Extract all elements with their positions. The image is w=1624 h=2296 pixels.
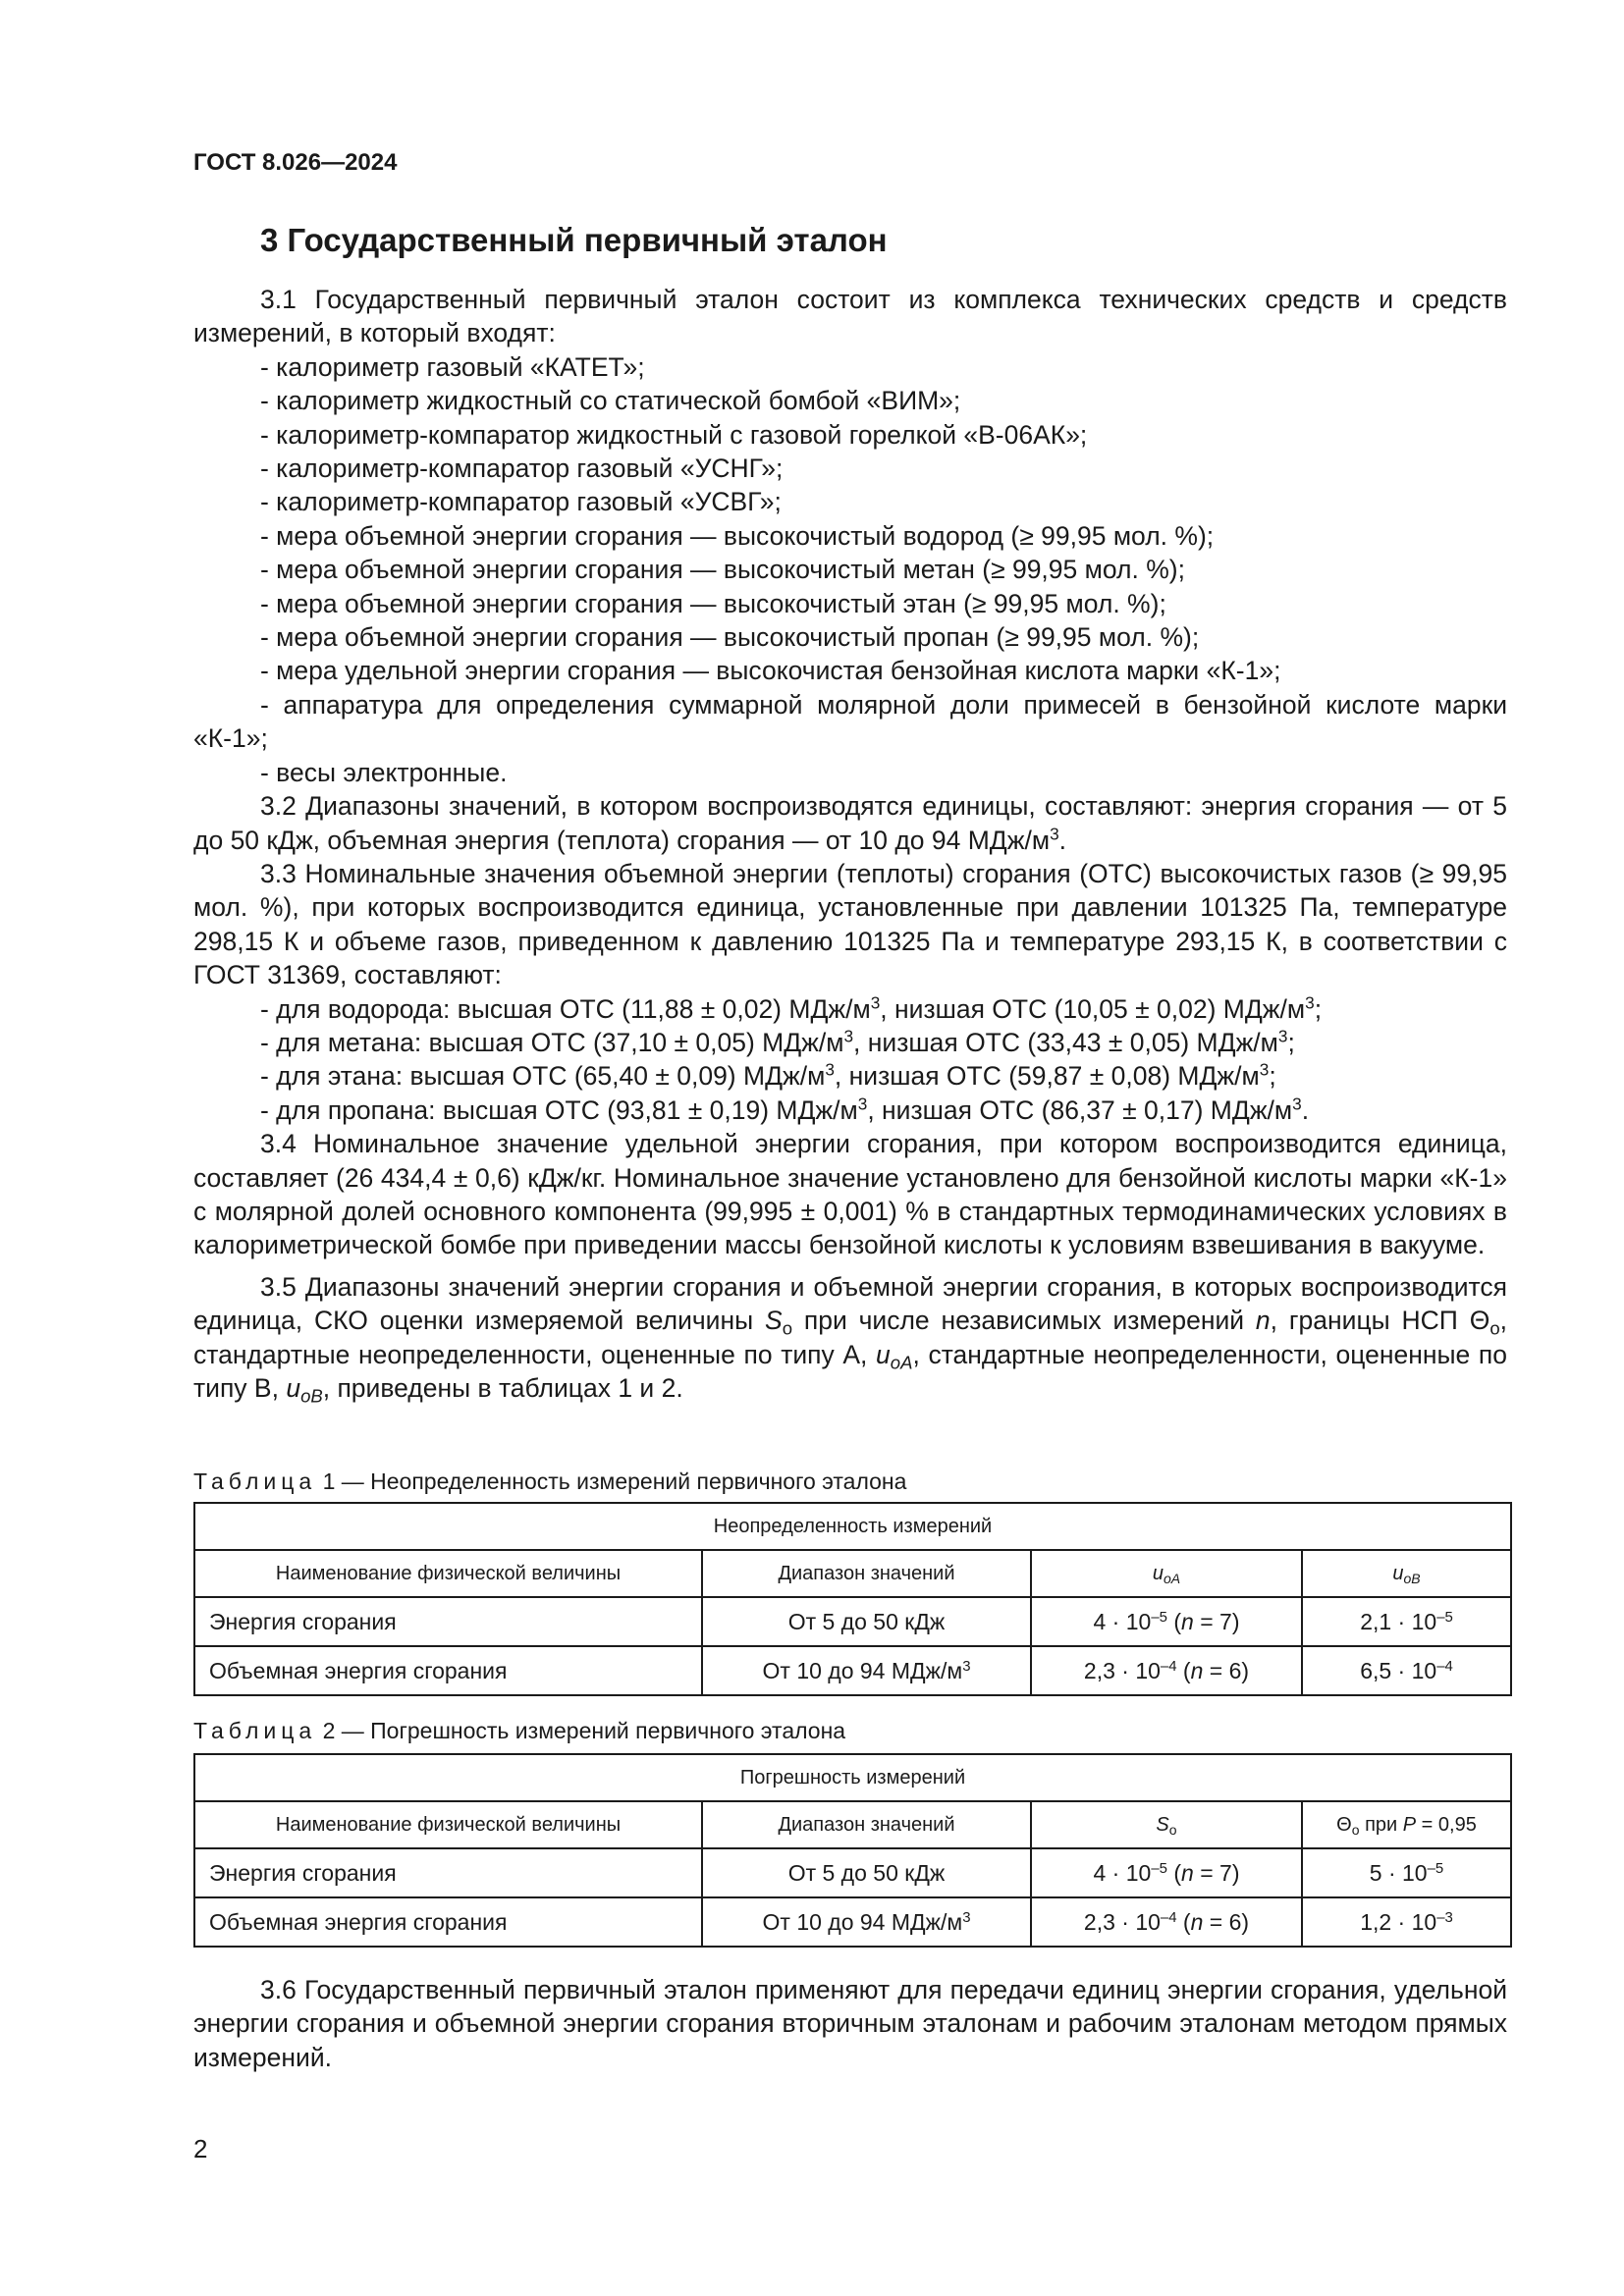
table2-col-theta: $\Theta_о$ при P = 0,95 bbox=[1302, 1801, 1511, 1848]
table1-col-name: Наименование физической величины bbox=[194, 1550, 702, 1597]
table-cell: $6,5 \cdot 10^{-4}$ bbox=[1302, 1646, 1511, 1695]
table-cell: Объемная энергия сгорания bbox=[194, 1646, 702, 1695]
table-row bbox=[194, 1646, 1511, 1695]
table1-col-range: Диапазон значений bbox=[702, 1550, 1031, 1597]
list-item: - мера объемной энергии сгорания — высокочистый пропан (≥ 99,95 мол. %); bbox=[260, 622, 1200, 653]
list-item: - мера удельной энергии сгорания — высокочистая бензойная кислота марки «К-1»; bbox=[260, 656, 1281, 686]
paragraph-3-2: 3.2 Диапазоны значений, в котором воспроизводятся единицы, составляют: энергия сгорания — от 5 до 50 кДж, объемная энергия (теплота) сгорания — от 10 до 94 МДж/$м^3$. bbox=[193, 791, 1507, 855]
list-item: - весы электронные. bbox=[260, 757, 508, 787]
table-cell: $2,1 \cdot 10^{-5}$ bbox=[1302, 1597, 1511, 1646]
table-cell: Энергия сгорания bbox=[194, 1597, 702, 1646]
table2 bbox=[193, 1753, 1512, 1948]
list-item: - калориметр жидкостный со статической бомбой «ВИМ»; bbox=[260, 386, 961, 416]
table2-col-name: Наименование физической величины bbox=[194, 1801, 702, 1848]
table-cell: $4 \cdot 10^{-5}$ (n = 7) bbox=[1031, 1597, 1302, 1646]
table2-group-header: Погрешность измерений bbox=[194, 1754, 1511, 1801]
table1 bbox=[193, 1502, 1512, 1696]
table-cell: От 10 до 94 МДж/$м^3$ bbox=[702, 1897, 1031, 1947]
list-item: - мера объемной энергии сгорания — высокочистый метан (≥ 99,95 мол. %); bbox=[260, 555, 1185, 585]
section-title: 3 Государственный первичный эталон bbox=[260, 222, 888, 258]
body-text-final bbox=[193, 1973, 1507, 2074]
list-item: - калориметр-компаратор жидкостный с газовой горелкой «В-06АК»; bbox=[260, 419, 1088, 450]
table1-col-uob: $u_{оB}$ bbox=[1302, 1550, 1511, 1597]
table1-group-header: Неопределенность измерений bbox=[194, 1503, 1511, 1550]
page-number: 2 bbox=[193, 2134, 208, 2163]
paragraph-3-5: 3.5 Диапазоны значений энергии сгорания и объемной энергии сгорания, в которых воспроизводится единица, СКО оценки измеряемой величины $S_о$ при числе независимых измерений n, границы НСП $\Theta_о$, стандартные неопределенности, оцененные по типу А, $u_{оA}$, стандартные неопределенности, оцененные по типу В, $u_{оB}$, приведены в таблицах 1 и 2. bbox=[193, 1271, 1508, 1407]
table-cell: $4 \cdot 10^{-5}$ (n = 7) bbox=[1031, 1848, 1302, 1897]
table-cell: Объемная энергия сгорания bbox=[194, 1897, 702, 1947]
list-item: - мера объемной энергии сгорания — высокочистый этан (≥ 99,95 мол. %); bbox=[260, 588, 1166, 618]
table-cell: $5 \cdot 10^{-5}$ bbox=[1302, 1848, 1511, 1897]
table1-col-uoa: $u_{оA}$ bbox=[1031, 1550, 1302, 1597]
list-item: - мера объемной энергии сгорания — высокочистый водород (≥ 99,95 мол. %); bbox=[260, 520, 1215, 551]
table-cell: $2,3 \cdot 10^{-4}$ (n = 6) bbox=[1031, 1897, 1302, 1947]
body-text-main bbox=[193, 283, 1507, 1405]
paragraph-3-4: 3.4 Номинальное значение удельной энергии сгорания, при котором воспроизводится единица, составляет (26 434,4 ± 0,6) кДж/кг. Номинальное значение установлено для бензойной кислоты марки «К-1» с молярной долей основного компонента (99,995 ± 0,001) % в стандартных термодинамических условиях в калориметрической бомбе при приведении массы бензойной кислоты к условиям взвешивания в вакууме. bbox=[193, 1129, 1507, 1260]
paragraph-3-6: 3.6 Государственный первичный эталон применяют для передачи единиц энергии сгорания, удельной энергии сгорания и объемной энергии сгорания вторичным эталонам и рабочим эталонам методом прямых измерений. bbox=[193, 1975, 1507, 2072]
table-cell: $2,3 \cdot 10^{-4}$ (n = 6) bbox=[1031, 1646, 1302, 1695]
list-item: - для водорода: высшая ОТС (11,88 ± 0,02) МДж/$м^3$, низшая ОТС (10,05 ± 0,02) МДж/$м^3$; bbox=[260, 992, 1323, 1024]
table-row bbox=[194, 1597, 1511, 1646]
list-item: - калориметр газовый «КАТЕТ»; bbox=[260, 351, 645, 382]
table-cell: От 5 до 50 кДж bbox=[702, 1597, 1031, 1646]
table2-col-so: $S_о$ bbox=[1031, 1801, 1302, 1848]
paragraph-3-3: 3.3 Номинальные значения объемной энергии (теплоты) сгорания (ОТС) высокочистых газов (≥ 99,95 мол. %), при которых воспроизводится единица, установленные при давлении 101325 Па, температуре 298,15 К и объеме газов, приведенном к давлению 101325 Па и температуре 293,15 К, в соответствии с ГОСТ 31369, составляют: bbox=[193, 858, 1507, 990]
table2-caption: Таблица 2 — Погрешность измерений первичного эталона bbox=[193, 1718, 846, 1743]
table-cell: От 5 до 50 кДж bbox=[702, 1848, 1031, 1897]
list-item: - калориметр-компаратор газовый «УСНГ»; bbox=[260, 454, 784, 484]
table2-col-range: Диапазон значений bbox=[702, 1801, 1031, 1848]
table-cell: От 10 до 94 МДж/$м^3$ bbox=[702, 1646, 1031, 1695]
document-number: ГОСТ 8.026—2024 bbox=[193, 149, 398, 176]
table-cell: $1,2 \cdot 10^{-3}$ bbox=[1302, 1897, 1511, 1947]
list-item: - для метана: высшая ОТС (37,10 ± 0,05) МДж/$м^3$, низшая ОТС (33,43 ± 0,05) МДж/$м^3$; bbox=[260, 1026, 1295, 1057]
paragraph-3-1: 3.1 Государственный первичный эталон состоит из комплекса технических средств и средств измерений, в который входят: bbox=[193, 285, 1507, 348]
list-item: - аппаратура для определения суммарной молярной доли примесей в бензойной кислоте марки «К-1»; bbox=[193, 689, 1507, 754]
table1-caption: Таблица 1 — Неопределенность измерений первичного эталона bbox=[193, 1468, 907, 1494]
list-item: - для этана: высшая ОТС (65,40 ± 0,09) МДж/$м^3$, низшая ОТС (59,87 ± 0,08) МДж/$м^3$; bbox=[260, 1059, 1276, 1092]
table-cell: Энергия сгорания bbox=[194, 1848, 702, 1897]
list-item: - для пропана: высшая ОТС (93,81 ± 0,19) МДж/$м^3$, низшая ОТС (86,37 ± 0,17) МДж/$м^3$. bbox=[260, 1094, 1310, 1125]
list-item: - калориметр-компаратор газовый «УСВГ»; bbox=[260, 487, 782, 517]
table-row bbox=[194, 1897, 1511, 1947]
table-row bbox=[194, 1848, 1511, 1897]
